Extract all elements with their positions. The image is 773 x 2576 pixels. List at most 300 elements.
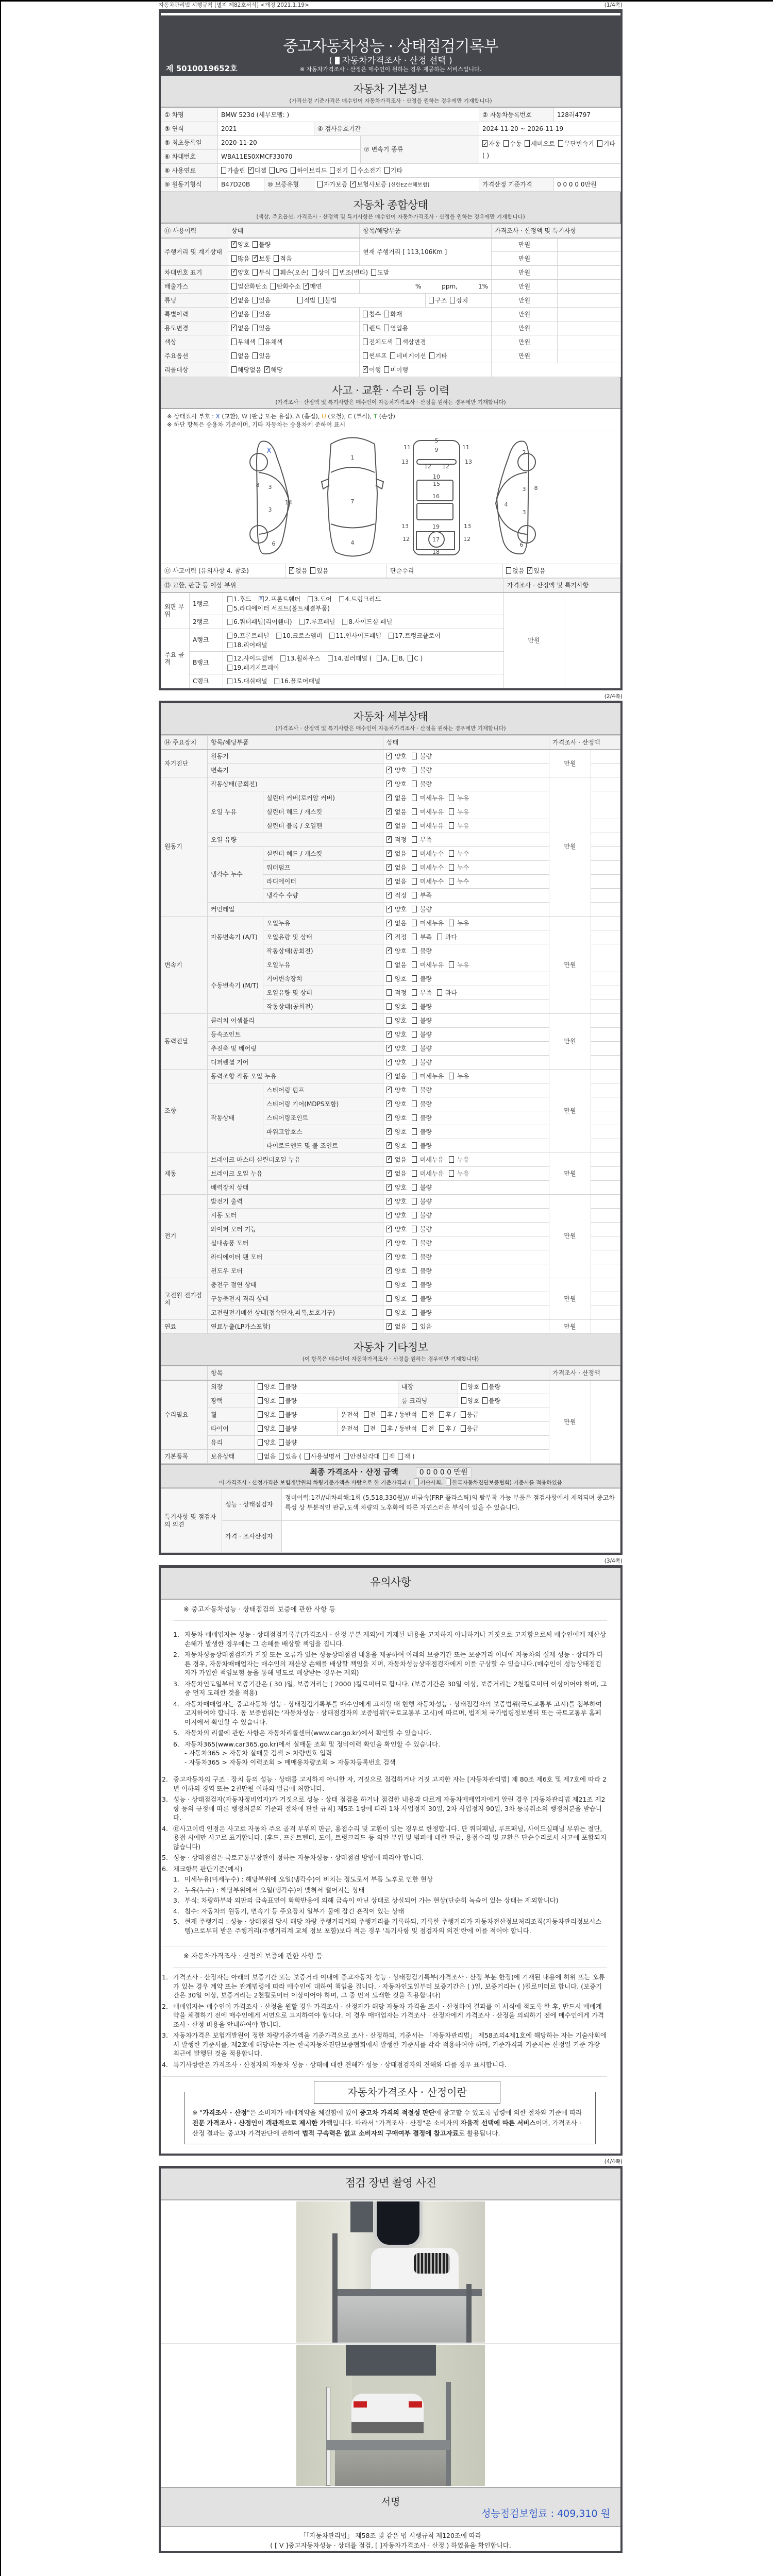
checkbox[interactable] bbox=[227, 655, 232, 662]
option-label: 양호 bbox=[393, 1253, 407, 1261]
checkbox[interactable] bbox=[386, 808, 392, 815]
price-value bbox=[591, 903, 620, 917]
part-number-label: 13 bbox=[401, 459, 409, 465]
option-label: 있음 bbox=[316, 567, 329, 574]
checkbox[interactable] bbox=[221, 167, 226, 174]
checkbox[interactable] bbox=[412, 1017, 417, 1024]
checkbox[interactable] bbox=[386, 906, 392, 912]
checkbox[interactable] bbox=[381, 1425, 386, 1432]
checkbox[interactable] bbox=[231, 352, 237, 359]
item-status bbox=[383, 791, 549, 805]
checkbox[interactable] bbox=[412, 753, 417, 759]
checkbox[interactable] bbox=[386, 1087, 392, 1093]
checkbox[interactable] bbox=[412, 1100, 417, 1107]
checkbox[interactable] bbox=[449, 850, 454, 857]
checkbox[interactable] bbox=[412, 781, 417, 787]
simple-repair-options bbox=[503, 564, 620, 578]
unit: 1% bbox=[478, 282, 489, 290]
option-label: 있음 bbox=[533, 567, 546, 574]
checkbox[interactable] bbox=[253, 311, 258, 317]
checkbox[interactable] bbox=[412, 1184, 417, 1191]
checkbox[interactable] bbox=[412, 961, 417, 968]
checkbox[interactable] bbox=[449, 1170, 454, 1177]
checkbox[interactable] bbox=[304, 283, 309, 290]
checkbox[interactable] bbox=[386, 1253, 392, 1260]
checkbox[interactable] bbox=[412, 947, 417, 954]
checkbox[interactable] bbox=[461, 1425, 466, 1432]
checkbox[interactable] bbox=[231, 255, 237, 262]
row-label: 주요옵션 bbox=[161, 349, 228, 363]
checkbox[interactable] bbox=[412, 989, 417, 996]
position-label: 전 bbox=[428, 1425, 436, 1432]
checkbox[interactable] bbox=[276, 633, 281, 639]
checkbox[interactable] bbox=[412, 1267, 417, 1274]
table-row bbox=[161, 1070, 620, 1083]
checkbox[interactable] bbox=[377, 655, 382, 662]
checkbox[interactable] bbox=[461, 1397, 466, 1404]
checkbox[interactable] bbox=[329, 633, 334, 639]
checkbox[interactable] bbox=[422, 1425, 427, 1432]
table-row bbox=[161, 750, 620, 764]
checkbox[interactable] bbox=[412, 892, 417, 899]
option-label: 양호 bbox=[393, 1016, 407, 1024]
item-body bbox=[184, 1630, 607, 1648]
option-label: 한국자동차진단보증협회) 기준서를 적용하였음 bbox=[452, 1480, 562, 1486]
checkbox[interactable] bbox=[450, 297, 455, 303]
part-number-label: 3 bbox=[522, 486, 526, 493]
checkbox[interactable] bbox=[297, 297, 303, 303]
checkbox[interactable] bbox=[412, 906, 417, 912]
checkbox[interactable] bbox=[305, 1453, 310, 1460]
checkbox[interactable] bbox=[449, 794, 454, 801]
checkbox[interactable] bbox=[386, 1142, 392, 1149]
checkbox[interactable] bbox=[364, 1411, 369, 1418]
position-label: 전 bbox=[369, 1411, 378, 1418]
checkbox[interactable] bbox=[386, 989, 392, 996]
checkbox[interactable] bbox=[449, 961, 454, 968]
column-header: 항목/해당부품 bbox=[360, 224, 492, 238]
checkbox[interactable] bbox=[386, 1003, 392, 1010]
checkbox[interactable] bbox=[429, 297, 434, 303]
checkbox[interactable] bbox=[342, 619, 347, 625]
checkbox[interactable] bbox=[412, 920, 417, 926]
item-text: 부식: 차량하부와 외판의 금속표면이 화학반응에 의해 금속이 아닌 상태로 상실되어 가는 현상(단순히 녹슬어 있는 상태는 제외합니다) bbox=[184, 1896, 559, 1905]
checkbox[interactable] bbox=[386, 975, 392, 982]
checkbox[interactable] bbox=[386, 1114, 392, 1121]
checkbox[interactable] bbox=[449, 822, 454, 829]
checkbox[interactable] bbox=[227, 642, 232, 648]
part-number-label: 6 bbox=[519, 541, 524, 548]
checkbox[interactable] bbox=[279, 1397, 284, 1404]
checkbox[interactable] bbox=[396, 338, 401, 345]
checkbox[interactable] bbox=[449, 808, 454, 815]
checkbox[interactable] bbox=[386, 1128, 392, 1135]
option-label: 양호 bbox=[264, 1411, 276, 1418]
checkbox[interactable] bbox=[231, 311, 237, 317]
checkbox[interactable] bbox=[392, 655, 397, 662]
inspection-photo-front[interactable] bbox=[296, 2201, 485, 2343]
item-status bbox=[383, 1014, 549, 1028]
option-label: 잭 bbox=[404, 1452, 410, 1460]
checkbox[interactable] bbox=[386, 1295, 392, 1302]
checkbox[interactable] bbox=[274, 255, 279, 262]
checkbox[interactable] bbox=[363, 366, 368, 373]
price-value bbox=[591, 1167, 620, 1181]
insurer: [신한EZ손해보험] bbox=[389, 182, 430, 188]
checkbox[interactable] bbox=[386, 1031, 392, 1038]
checkbox[interactable] bbox=[412, 1073, 417, 1079]
row-label: 배출가스 bbox=[161, 280, 228, 294]
page-1 bbox=[159, 9, 623, 690]
option-label: 많음 bbox=[238, 255, 250, 262]
checkbox[interactable] bbox=[386, 878, 392, 885]
checkbox[interactable] bbox=[386, 794, 392, 801]
checkbox[interactable] bbox=[386, 934, 392, 940]
checkbox[interactable] bbox=[274, 678, 279, 684]
checkbox[interactable] bbox=[279, 1411, 284, 1418]
inspection-report bbox=[159, 0, 623, 2553]
checkbox[interactable] bbox=[386, 1281, 392, 1288]
checkbox[interactable] bbox=[231, 366, 237, 373]
label: 특기사항 및 점검자의 의견 bbox=[161, 1489, 222, 1553]
emphasis-text: 전문 가격조사 · 산정인 bbox=[192, 2119, 258, 2127]
checkbox[interactable] bbox=[386, 920, 392, 926]
checkbox[interactable] bbox=[279, 1439, 284, 1446]
checkbox[interactable] bbox=[363, 338, 368, 345]
checkbox[interactable] bbox=[429, 352, 434, 359]
checkbox[interactable] bbox=[412, 1212, 417, 1218]
checkbox[interactable] bbox=[386, 1198, 392, 1205]
checkbox[interactable] bbox=[386, 1045, 392, 1052]
checkbox[interactable] bbox=[386, 864, 392, 871]
checkbox[interactable] bbox=[386, 1240, 392, 1246]
checkbox[interactable] bbox=[503, 140, 509, 147]
checkbox[interactable] bbox=[351, 167, 356, 174]
signature-section bbox=[161, 2487, 620, 2527]
checkbox[interactable] bbox=[412, 1170, 417, 1177]
checkbox[interactable] bbox=[412, 1281, 417, 1288]
option-label: 양호 bbox=[393, 1281, 407, 1289]
checkbox[interactable] bbox=[270, 167, 275, 174]
checkbox[interactable] bbox=[328, 655, 333, 662]
checkbox[interactable] bbox=[279, 1425, 284, 1432]
checkbox[interactable] bbox=[412, 878, 417, 885]
checkbox[interactable] bbox=[449, 878, 454, 885]
checkbox[interactable] bbox=[231, 325, 237, 331]
part-label: 2.프론트휀더 bbox=[264, 595, 301, 603]
item-number: 2. bbox=[173, 1886, 179, 1894]
checkbox[interactable] bbox=[449, 864, 454, 871]
part-number-label: 16 bbox=[432, 493, 440, 500]
item-status bbox=[383, 1028, 549, 1042]
checkbox[interactable] bbox=[386, 836, 392, 843]
part-label: 19.패키지트레이 bbox=[233, 664, 279, 671]
checkbox[interactable] bbox=[386, 850, 392, 857]
checkbox[interactable] bbox=[386, 822, 392, 829]
position-label: 후 bbox=[445, 1411, 453, 1418]
checkbox[interactable] bbox=[412, 1226, 417, 1232]
checkbox[interactable] bbox=[384, 325, 389, 331]
checkbox[interactable] bbox=[253, 255, 258, 262]
checkbox[interactable] bbox=[461, 1383, 466, 1390]
checkbox[interactable] bbox=[412, 1128, 417, 1135]
checkbox[interactable] bbox=[386, 781, 392, 787]
checkbox[interactable] bbox=[558, 140, 563, 147]
part-number-label: 8 bbox=[534, 485, 538, 492]
checkbox[interactable] bbox=[253, 269, 258, 276]
checkbox[interactable] bbox=[318, 297, 324, 303]
item-name: 등속조인트 bbox=[208, 1028, 383, 1042]
option-label: 자가보증 bbox=[324, 180, 348, 188]
checkbox[interactable] bbox=[412, 1114, 417, 1121]
checkbox[interactable] bbox=[412, 794, 417, 801]
checkbox[interactable] bbox=[412, 1309, 417, 1316]
checkbox[interactable] bbox=[412, 934, 417, 940]
checkbox[interactable] bbox=[227, 596, 232, 602]
checkbox[interactable] bbox=[412, 1059, 417, 1065]
price-value bbox=[591, 1223, 620, 1236]
checkbox[interactable] bbox=[279, 1453, 284, 1460]
option-label: 없음 bbox=[393, 794, 407, 802]
item-name: 추진축 및 베어링 bbox=[208, 1042, 383, 1056]
option-label: 무단변속기 bbox=[564, 140, 594, 147]
part-label: 7.루프패널 bbox=[305, 618, 335, 625]
checkbox[interactable] bbox=[449, 1156, 454, 1163]
notes-subheading: ※ 중고자동차성능 · 상태점검의 보증에 관한 사항 등 bbox=[173, 1600, 607, 1621]
part-label: 11.인사이드패널 bbox=[335, 632, 382, 639]
checkbox[interactable] bbox=[227, 619, 232, 625]
checkbox[interactable] bbox=[227, 605, 232, 612]
table-row bbox=[161, 777, 620, 791]
column-header: 상태 bbox=[383, 736, 549, 750]
checkbox[interactable] bbox=[264, 366, 270, 373]
checkbox[interactable] bbox=[383, 1453, 388, 1460]
checkbox[interactable] bbox=[386, 1226, 392, 1232]
checkbox[interactable] bbox=[312, 269, 317, 276]
option-label: 양호 bbox=[393, 1211, 407, 1219]
checkbox[interactable] bbox=[227, 678, 232, 684]
item-name: 디퍼렌셜 기어 bbox=[208, 1056, 383, 1070]
option-label: 양호 bbox=[393, 1030, 407, 1038]
checkbox[interactable] bbox=[412, 1031, 417, 1038]
item-status bbox=[383, 805, 549, 819]
checkbox[interactable] bbox=[333, 269, 338, 276]
checkbox[interactable] bbox=[446, 1479, 451, 1485]
option-label: 불량 bbox=[418, 1281, 432, 1289]
option-label: 기타( ) bbox=[482, 140, 615, 159]
checkbox[interactable] bbox=[384, 167, 390, 174]
checkbox[interactable] bbox=[412, 1253, 417, 1260]
checkbox[interactable] bbox=[386, 1170, 392, 1177]
checkbox[interactable] bbox=[412, 1323, 417, 1330]
checkbox[interactable] bbox=[506, 567, 511, 574]
price-unit: 만원 bbox=[492, 238, 558, 252]
checkbox[interactable] bbox=[437, 989, 442, 996]
checkbox[interactable] bbox=[461, 1411, 466, 1418]
checkbox[interactable] bbox=[310, 567, 315, 574]
checkbox[interactable] bbox=[231, 338, 237, 345]
checkbox[interactable] bbox=[386, 1156, 392, 1163]
checkbox[interactable] bbox=[258, 1411, 263, 1418]
checkbox[interactable] bbox=[412, 1295, 417, 1302]
checkbox[interactable] bbox=[439, 1411, 444, 1418]
checkbox[interactable] bbox=[412, 767, 417, 773]
checkbox[interactable] bbox=[482, 140, 488, 147]
checkbox[interactable] bbox=[363, 311, 368, 317]
crossmember bbox=[417, 460, 456, 464]
checkbox[interactable] bbox=[412, 850, 417, 857]
checkbox[interactable] bbox=[412, 1142, 417, 1149]
checkbox[interactable] bbox=[259, 596, 264, 602]
option-label: 잭 bbox=[389, 1452, 395, 1460]
checkbox[interactable] bbox=[371, 269, 376, 276]
checkbox[interactable] bbox=[482, 1383, 488, 1390]
checkbox[interactable] bbox=[386, 1309, 392, 1316]
checkbox[interactable] bbox=[389, 633, 394, 639]
checkbox[interactable] bbox=[279, 1383, 284, 1390]
overall-header bbox=[161, 192, 620, 224]
accident-history-options bbox=[286, 564, 387, 578]
checkbox[interactable] bbox=[271, 283, 276, 290]
checkbox[interactable] bbox=[350, 181, 356, 188]
checkbox[interactable] bbox=[386, 892, 392, 899]
checkbox[interactable] bbox=[248, 167, 254, 174]
checkbox[interactable] bbox=[386, 753, 392, 759]
checkbox[interactable] bbox=[412, 1045, 417, 1052]
checkbox[interactable] bbox=[258, 1425, 263, 1432]
checkbox[interactable] bbox=[231, 269, 237, 276]
checkbox[interactable] bbox=[299, 619, 305, 625]
item-body bbox=[173, 2031, 607, 2058]
checkbox[interactable] bbox=[386, 1073, 392, 1079]
paren: ) bbox=[410, 1452, 415, 1460]
checkbox[interactable] bbox=[412, 1198, 417, 1205]
checkbox[interactable] bbox=[227, 633, 232, 639]
status-cell bbox=[426, 294, 492, 308]
checkbox[interactable] bbox=[412, 1003, 417, 1010]
checkbox[interactable] bbox=[414, 1479, 419, 1485]
checkbox[interactable] bbox=[280, 655, 285, 662]
section-subtitle: (가격조사 · 산정액 및 특기사항은 매수인이 자동차가격조사 · 산정을 원하는 경우에만 기재합니다) bbox=[275, 399, 506, 406]
checkbox[interactable] bbox=[291, 167, 296, 174]
checkbox[interactable] bbox=[384, 311, 389, 317]
part-rank: 2랭크 bbox=[190, 615, 223, 629]
option-label: 양호 bbox=[264, 1383, 276, 1391]
checkbox[interactable] bbox=[253, 352, 258, 359]
part-rank: 1랭크 bbox=[190, 592, 223, 615]
checkbox[interactable] bbox=[386, 1212, 392, 1218]
checkbox[interactable] bbox=[258, 1439, 263, 1446]
option-label: 기술사회, bbox=[420, 1480, 443, 1486]
checkbox[interactable] bbox=[386, 1017, 392, 1024]
checkbox[interactable] bbox=[330, 167, 335, 174]
checkbox[interactable] bbox=[412, 822, 417, 829]
checkbox[interactable] bbox=[412, 808, 417, 815]
checkbox[interactable] bbox=[597, 140, 602, 147]
item-status bbox=[458, 1394, 549, 1408]
checkbox[interactable] bbox=[253, 241, 258, 248]
checkbox[interactable] bbox=[231, 283, 237, 290]
checkbox[interactable] bbox=[386, 1267, 392, 1274]
checkbox[interactable] bbox=[381, 1411, 386, 1418]
checkbox[interactable] bbox=[386, 947, 392, 954]
checkbox[interactable] bbox=[227, 665, 232, 671]
checkbox[interactable] bbox=[386, 1184, 392, 1191]
checkbox[interactable] bbox=[386, 1059, 392, 1065]
list-item bbox=[162, 1775, 607, 1793]
checkbox[interactable] bbox=[412, 1087, 417, 1093]
checkbox[interactable] bbox=[339, 596, 344, 602]
item-name: 타이로드엔드 및 볼 조인트 bbox=[263, 1139, 383, 1153]
checkbox[interactable] bbox=[258, 1397, 263, 1404]
section-subtitle: (이 항목은 매수인이 자동차가격조사 · 산정을 원하는 경우에만 기재합니다) bbox=[302, 1356, 479, 1363]
checkbox[interactable] bbox=[412, 864, 417, 871]
item-number: 6. bbox=[173, 1740, 179, 1748]
checkbox[interactable] bbox=[398, 1453, 403, 1460]
checkbox[interactable] bbox=[364, 1425, 369, 1432]
checkbox[interactable] bbox=[449, 920, 454, 926]
checkbox[interactable] bbox=[317, 181, 323, 188]
checkbox[interactable] bbox=[482, 1397, 488, 1404]
item-status bbox=[383, 1056, 549, 1070]
checkbox[interactable] bbox=[386, 1100, 392, 1107]
checkbox[interactable] bbox=[386, 1323, 392, 1330]
list-item bbox=[173, 1886, 607, 1895]
checkbox[interactable] bbox=[289, 567, 294, 574]
option-label: 부족 bbox=[418, 891, 432, 899]
checkbox[interactable] bbox=[390, 352, 395, 359]
checkbox[interactable] bbox=[412, 1156, 417, 1163]
checkbox[interactable] bbox=[363, 352, 368, 359]
checkbox[interactable] bbox=[274, 269, 279, 276]
status-symbol: C bbox=[347, 413, 352, 420]
checkbox[interactable] bbox=[527, 567, 532, 574]
checkbox[interactable] bbox=[525, 140, 530, 147]
checkbox[interactable] bbox=[258, 1383, 263, 1390]
other-info-table bbox=[161, 1366, 620, 1464]
checkbox[interactable] bbox=[231, 297, 237, 303]
checkbox[interactable] bbox=[439, 1425, 444, 1432]
checkbox[interactable] bbox=[412, 1240, 417, 1246]
checkbox[interactable] bbox=[308, 596, 313, 602]
checkbox[interactable] bbox=[386, 767, 392, 773]
column-header: 항목 bbox=[208, 1366, 549, 1380]
item-name: 스티어링조인트 bbox=[263, 1111, 383, 1125]
checkbox[interactable] bbox=[408, 655, 413, 662]
checkbox[interactable] bbox=[259, 338, 264, 345]
option-label: 불량 bbox=[418, 1086, 432, 1094]
checkbox[interactable] bbox=[437, 934, 442, 940]
checkbox[interactable] bbox=[386, 961, 392, 968]
legend-text: (요철), bbox=[326, 413, 348, 420]
checkbox[interactable] bbox=[344, 1453, 349, 1460]
checkbox[interactable] bbox=[384, 366, 389, 373]
checkbox[interactable] bbox=[231, 241, 237, 248]
inspection-photo-rear[interactable] bbox=[296, 2345, 485, 2486]
checkbox[interactable] bbox=[258, 1453, 263, 1460]
price-unit: 만원 bbox=[504, 592, 564, 688]
checkbox[interactable] bbox=[253, 325, 258, 331]
checkbox[interactable] bbox=[412, 836, 417, 843]
checkbox[interactable] bbox=[422, 1411, 427, 1418]
option-label: 불량 bbox=[285, 1397, 297, 1404]
replaced-parts-table bbox=[161, 578, 620, 688]
checkbox[interactable] bbox=[363, 325, 368, 331]
checkbox[interactable] bbox=[412, 975, 417, 982]
checkbox[interactable] bbox=[449, 1073, 454, 1079]
windshield-line bbox=[331, 467, 375, 472]
checkbox[interactable] bbox=[253, 297, 258, 303]
